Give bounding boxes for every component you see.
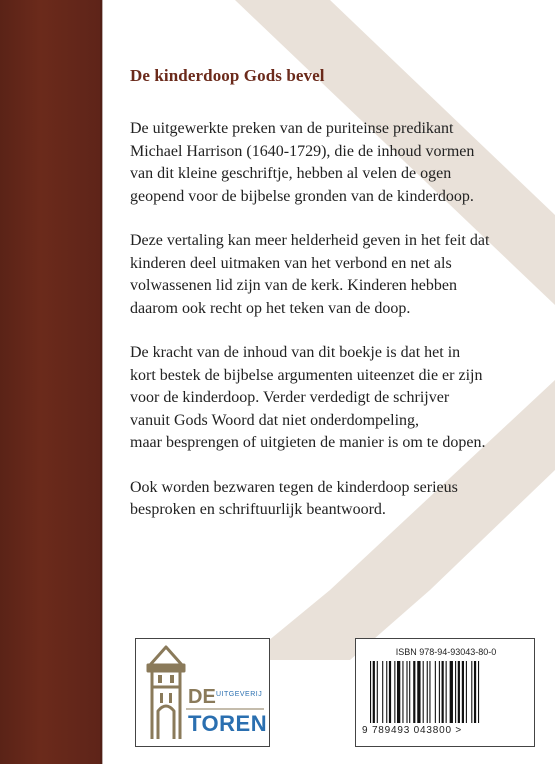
barcode-bars [370,661,522,731]
barcode-digits: 9 789493 043800 > [362,725,463,736]
blurb-paragraph-2: Deze vertaling kan meer helderheid geven in het feit dat kinderen deel uitmaken van het verbond en net als volwassenen lid zijn van de kerk. Kinderen hebben daarom ook recht op het teken van de doop. [130,232,490,317]
isbn-barcode [355,638,535,747]
book-spine [0,0,102,764]
blurb-paragraph-4: Ook worden bezwaren tegen de kinderdoop serieus besproken en schriftuurlijk beantwoord. [130,478,458,518]
logo-de-text: DE [188,686,216,708]
logo-toren-text: TOREN [188,711,268,736]
publisher-logo [135,638,270,747]
logo-uitgeverij-text: UITGEVERIJ [216,691,263,698]
isbn-label: ISBN 978-94-93043-80-0 [395,647,497,657]
spine-edge [100,0,103,764]
blurb-paragraph-1: De uitgewerkte preken van de puriteinse predikant Michael Harrison (1640-1729), die de inhoud vormen van dit kleine geschriftje, hebben al velen de ogen geopend voor de bijbelse gronden van de kinderdoop. [130,120,475,205]
blurb-paragraph-3: De kracht van de inhoud van dit boekje is dat het in kort bestek de bijbelse argumenten uiteenzet die er zijn voor de kinderdoop. Verder verdedigt de schrijver vanuit Gods Woord dat niet onderdompeling, maar besprengen of uitgieten de manier is om te dopen. [130,344,486,451]
book-title: De kinderdoop Gods bevel [130,66,325,85]
back-cover-text [130,66,530,544]
